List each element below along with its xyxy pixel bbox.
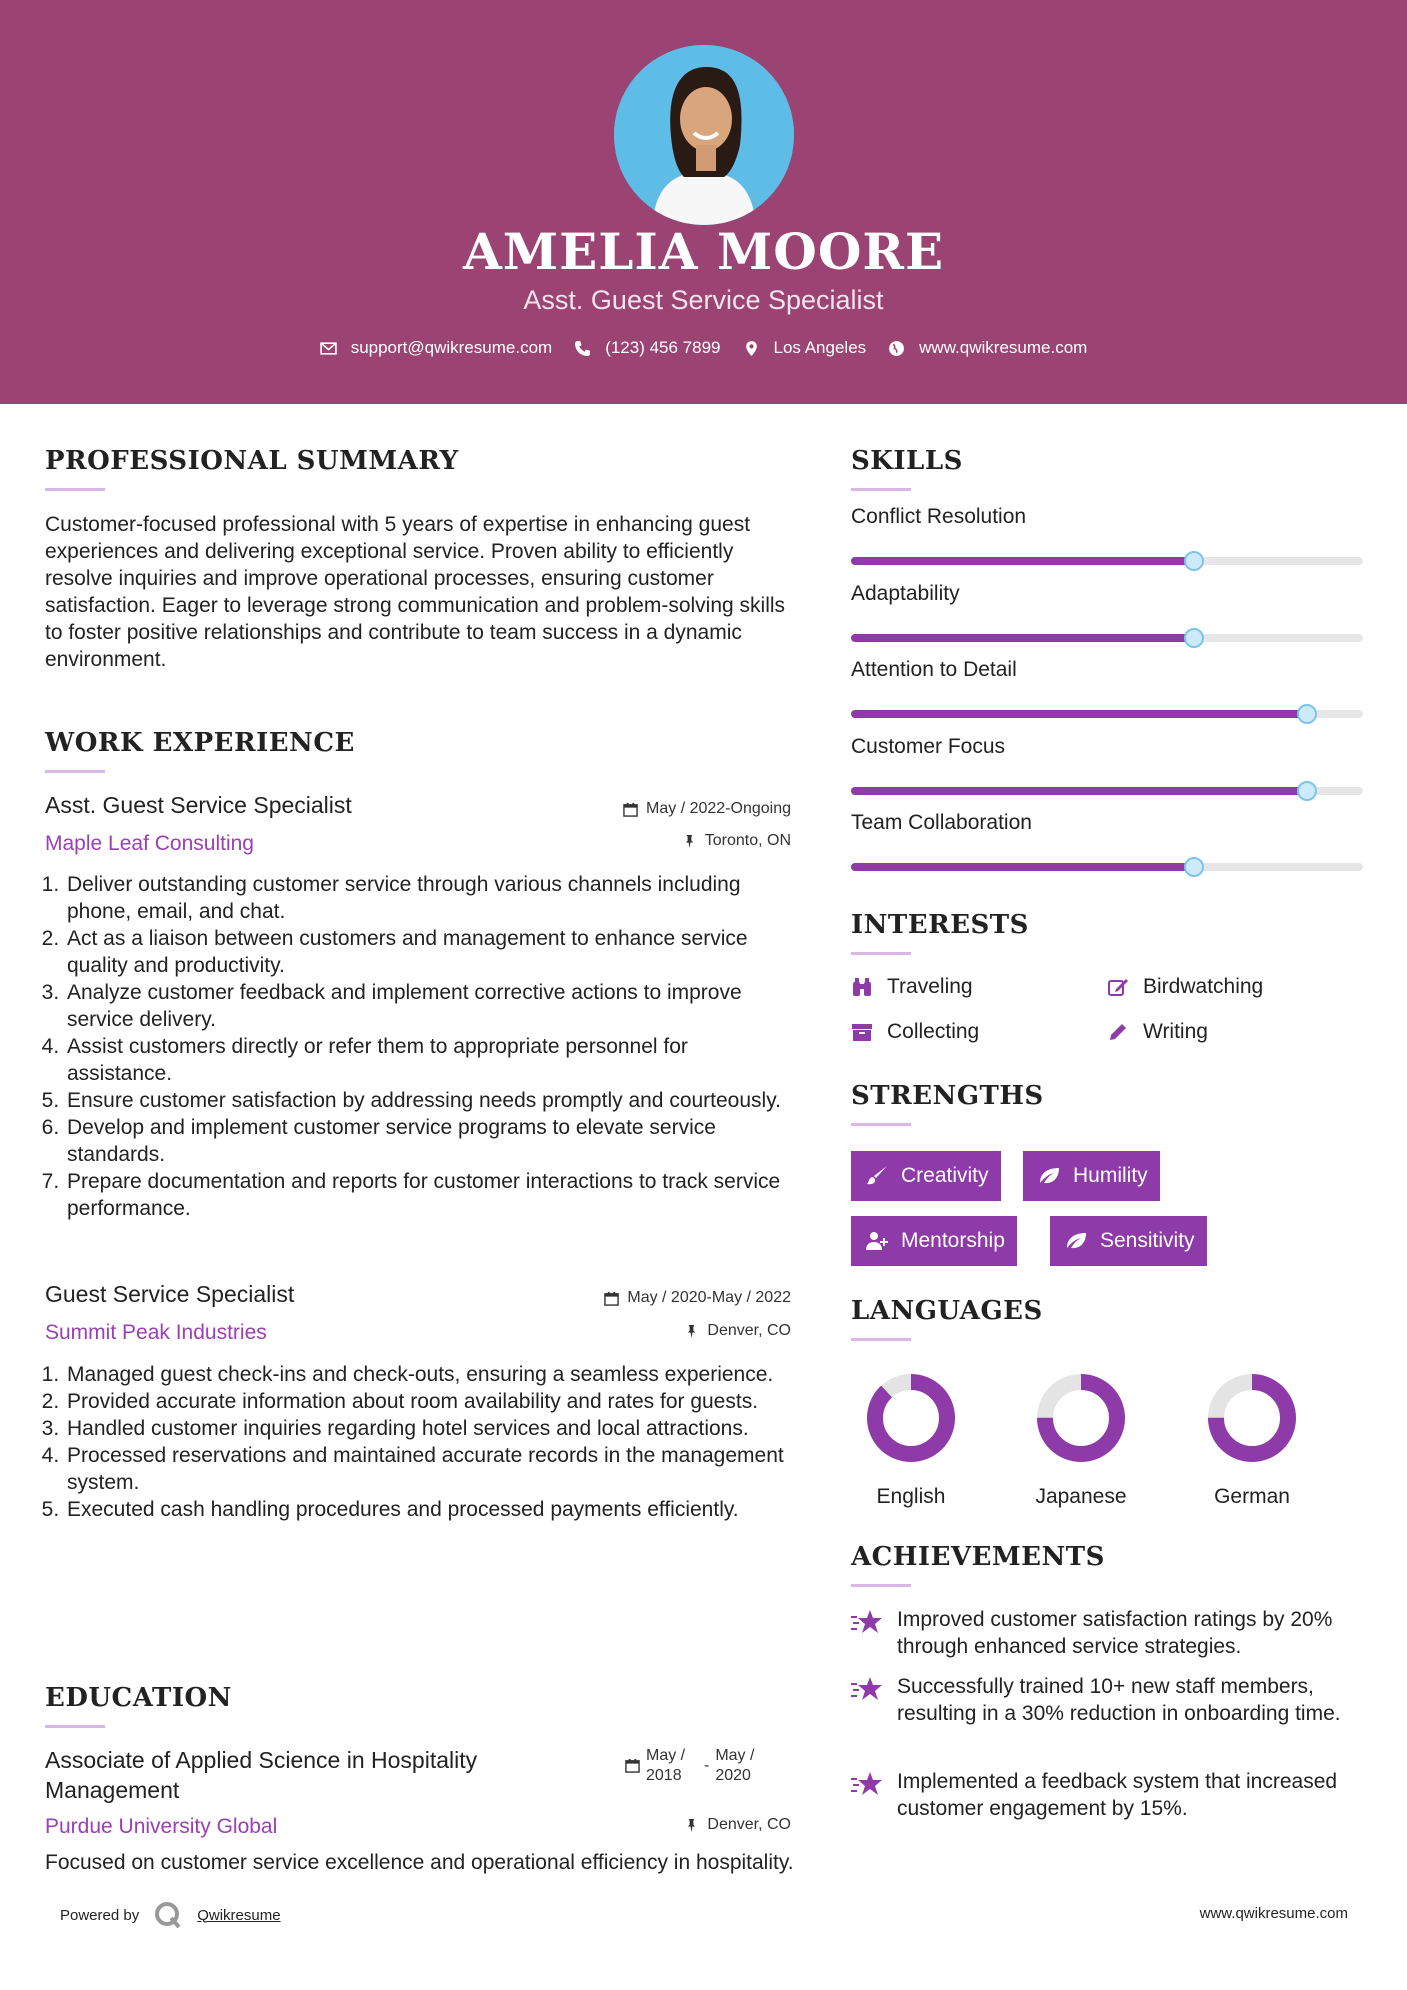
job-dates-text: May / 2020-May / 2022 bbox=[627, 1289, 791, 1306]
languages-divider bbox=[851, 1338, 911, 1341]
interest-item bbox=[1107, 1020, 1208, 1044]
skills-divider bbox=[851, 488, 911, 491]
strengths-heading: STRENGTHS bbox=[851, 1081, 1044, 1111]
strengths-divider bbox=[851, 1123, 911, 1126]
binoculars-icon bbox=[851, 976, 873, 998]
skill-bar-handle bbox=[1184, 551, 1204, 571]
strength-tag bbox=[851, 1151, 1001, 1201]
skill-bar-fill bbox=[851, 787, 1307, 795]
education-location bbox=[560, 1816, 791, 1834]
company-name[interactable]: Summit Peak Industries bbox=[45, 1321, 267, 1344]
skill-bar-fill bbox=[851, 710, 1307, 718]
powered-by-label: Powered by bbox=[60, 1906, 140, 1924]
contact-email[interactable] bbox=[320, 338, 553, 358]
language-item bbox=[846, 1373, 976, 1509]
list-item: 4. Assist customers directly or refer them to appropriate personnel for assistance. bbox=[65, 1033, 796, 1087]
strength-label: Sensitivity bbox=[1100, 1229, 1195, 1252]
qwikresume-logo-icon bbox=[153, 1900, 183, 1930]
skill-bar bbox=[851, 557, 1363, 565]
globe-icon bbox=[888, 340, 905, 357]
job-title: Asst. Guest Service Specialist bbox=[45, 792, 352, 818]
language-proficiency-ring bbox=[1207, 1373, 1297, 1463]
contact-website[interactable] bbox=[888, 338, 1087, 358]
skill-label: Adaptability bbox=[851, 581, 960, 605]
summary-text: Customer-focused professional with 5 years of expertise in enhancing guest experiences and delivering exceptional service. Proven ability to efficiently resolve inquiries and improve operational processes, ensuring customer satisfaction. Eager to leverage strong communication and problem-solving skills to foster positive relationships and contribute to team success in a dynamic environment. bbox=[45, 513, 786, 671]
contact-phone[interactable] bbox=[574, 338, 720, 358]
list-item: 7. Prepare documentation and reports for customer interactions to track service performance. bbox=[65, 1168, 796, 1222]
email-text: support@qwikresume.com bbox=[350, 338, 553, 357]
interest-item bbox=[1107, 975, 1263, 999]
education-dates bbox=[625, 1746, 767, 1786]
interest-item bbox=[851, 1020, 979, 1044]
resume-header bbox=[0, 0, 1407, 404]
leaf-icon bbox=[1037, 1164, 1061, 1188]
language-item bbox=[1016, 1373, 1146, 1509]
job-dates bbox=[540, 1289, 791, 1307]
list-item: 2. Act as a liaison between customers and management to enhance service quality and productivity. bbox=[65, 925, 796, 979]
powered-by bbox=[60, 1900, 281, 1930]
list-item: 4. Processed reservations and maintained accurate records in the management system. bbox=[65, 1442, 796, 1496]
summary-divider bbox=[45, 488, 105, 491]
skill-label: Attention to Detail bbox=[851, 658, 1017, 681]
interest-label: Collecting bbox=[887, 1020, 980, 1043]
job-location-text: Denver, CO bbox=[707, 1322, 791, 1339]
strength-tag bbox=[1023, 1151, 1160, 1201]
experience-heading: WORK EXPERIENCE bbox=[45, 728, 355, 758]
education-date-separator: - bbox=[704, 1757, 710, 1774]
footer-site[interactable]: www.qwikresume.com bbox=[1199, 1905, 1348, 1922]
strength-label: Creativity bbox=[901, 1164, 989, 1187]
skill-label: Team Collaboration bbox=[851, 811, 1032, 834]
skill-bar bbox=[851, 634, 1363, 642]
phone-text: (123) 456 7899 bbox=[605, 338, 721, 357]
language-name: English bbox=[876, 1485, 946, 1508]
list-item: 6. Develop and implement customer service programs to elevate service standards. bbox=[65, 1114, 796, 1168]
education-heading: EDUCATION bbox=[45, 1683, 232, 1713]
summary-heading: PROFESSIONAL SUMMARY bbox=[45, 446, 459, 476]
list-item: 2. Provided accurate information about room availability and rates for guests. bbox=[65, 1388, 796, 1415]
website-text: www.qwikresume.com bbox=[919, 338, 1088, 357]
pin-icon bbox=[682, 834, 697, 849]
interest-item bbox=[851, 975, 973, 999]
skill-bar-handle bbox=[1184, 628, 1204, 648]
achievement-item bbox=[851, 1606, 1371, 1660]
pin-icon bbox=[684, 1818, 699, 1833]
education-description: Focused on customer service excellence and operational efficiency in hospitality. bbox=[45, 1851, 794, 1874]
languages-heading: LANGUAGES bbox=[851, 1296, 1043, 1326]
skill-bar bbox=[851, 863, 1363, 871]
interest-label: Traveling bbox=[887, 975, 973, 998]
calendar-icon bbox=[625, 1758, 640, 1773]
list-item: 1. Managed guest check-ins and check-outs, ensuring a seamless experience. bbox=[65, 1361, 796, 1388]
achievement-text: Implemented a feedback system that increased customer engagement by 15%. bbox=[897, 1770, 1338, 1820]
strength-label: Humility bbox=[1073, 1164, 1148, 1187]
candidate-title: Asst. Guest Service Specialist bbox=[523, 285, 884, 315]
achievement-text: Successfully trained 10+ new staff members, resulting in a 30% reduction in onboarding time. bbox=[897, 1675, 1341, 1725]
map-marker-icon bbox=[743, 340, 760, 357]
achievement-item bbox=[851, 1673, 1371, 1727]
location-text: Los Angeles bbox=[773, 338, 867, 357]
job-location-text: Toronto, ON bbox=[704, 832, 791, 849]
skill-label: Customer Focus bbox=[851, 734, 1006, 758]
ring-fill bbox=[875, 1382, 947, 1454]
education-location-text: Denver, CO bbox=[707, 1816, 791, 1833]
phone-icon bbox=[574, 340, 591, 357]
user-plus-icon bbox=[865, 1229, 889, 1253]
interests-divider bbox=[851, 952, 911, 955]
job-duties-list bbox=[41, 1361, 796, 1523]
pencil-icon bbox=[1107, 1021, 1129, 1043]
brush-icon bbox=[865, 1164, 889, 1188]
language-proficiency-ring bbox=[866, 1373, 956, 1463]
job-duties-list bbox=[41, 871, 796, 1222]
experience-divider bbox=[45, 770, 105, 773]
job-title: Guest Service Specialist bbox=[45, 1281, 295, 1307]
contact-bar bbox=[0, 338, 1407, 358]
envelope-icon bbox=[320, 340, 337, 357]
job-location bbox=[560, 832, 791, 850]
contact-location bbox=[743, 338, 867, 358]
education-end: May / 2020 bbox=[715, 1747, 755, 1784]
strength-tag bbox=[851, 1216, 1017, 1266]
skills-heading: SKILLS bbox=[851, 446, 963, 476]
skill-bar-fill bbox=[851, 863, 1194, 871]
candidate-name: AMELIA MOORE bbox=[462, 222, 945, 281]
skill-bar-handle bbox=[1184, 857, 1204, 877]
profile-photo bbox=[614, 45, 794, 225]
language-proficiency-ring bbox=[1036, 1373, 1126, 1463]
skill-label: Conflict Resolution bbox=[851, 505, 1027, 528]
skill-bar-handle bbox=[1297, 781, 1317, 801]
skill-bar-fill bbox=[851, 634, 1194, 642]
language-name: German bbox=[1214, 1485, 1290, 1508]
star-icon bbox=[851, 1675, 883, 1703]
job-location bbox=[560, 1322, 791, 1340]
education-start: May / 2018 bbox=[646, 1747, 686, 1784]
interest-label: Writing bbox=[1143, 1020, 1208, 1043]
archive-icon bbox=[851, 1021, 873, 1043]
star-icon bbox=[851, 1608, 883, 1636]
strength-label: Mentorship bbox=[901, 1229, 1005, 1252]
school-name[interactable]: Purdue University Global bbox=[45, 1815, 278, 1838]
skill-bar-handle bbox=[1297, 704, 1317, 724]
star-icon bbox=[851, 1770, 883, 1798]
skill-bar-fill bbox=[851, 557, 1194, 565]
pin-icon bbox=[684, 1324, 699, 1339]
achievements-heading: ACHIEVEMENTS bbox=[851, 1542, 1105, 1572]
list-item: 3. Analyze customer feedback and implement corrective actions to improve service delivery. bbox=[65, 979, 796, 1033]
calendar-icon bbox=[623, 802, 638, 817]
job-dates bbox=[560, 800, 791, 818]
degree-title: Associate of Applied Science in Hospitality Management bbox=[45, 1747, 478, 1803]
skill-bar bbox=[851, 787, 1363, 795]
skill-bar bbox=[851, 710, 1363, 718]
strength-tag bbox=[1050, 1216, 1207, 1266]
education-divider bbox=[45, 1725, 105, 1728]
language-name: Japanese bbox=[1035, 1485, 1127, 1508]
list-item: 5. Ensure customer satisfaction by addressing needs promptly and courteously. bbox=[65, 1087, 796, 1114]
edit-icon bbox=[1107, 976, 1129, 998]
achievement-item bbox=[851, 1768, 1371, 1822]
achievements-divider bbox=[851, 1584, 911, 1587]
language-item bbox=[1187, 1373, 1317, 1509]
calendar-icon bbox=[604, 1291, 619, 1306]
interest-label: Birdwatching bbox=[1143, 975, 1264, 998]
company-name[interactable]: Maple Leaf Consulting bbox=[45, 832, 254, 855]
brand-link[interactable]: Qwikresume bbox=[197, 1906, 281, 1924]
interests-heading: INTERESTS bbox=[851, 910, 1029, 940]
list-item: 3. Handled customer inquiries regarding hotel services and local attractions. bbox=[65, 1415, 796, 1442]
leaf-icon bbox=[1064, 1229, 1088, 1253]
list-item: 5. Executed cash handling procedures and processed payments efficiently. bbox=[65, 1496, 796, 1523]
achievement-text: Improved customer satisfaction ratings by 20% through enhanced service strategies. bbox=[897, 1608, 1333, 1658]
job-dates-text: May / 2022-Ongoing bbox=[646, 800, 791, 817]
list-item: 1. Deliver outstanding customer service through various channels including phone, email, and chat. bbox=[65, 871, 796, 925]
